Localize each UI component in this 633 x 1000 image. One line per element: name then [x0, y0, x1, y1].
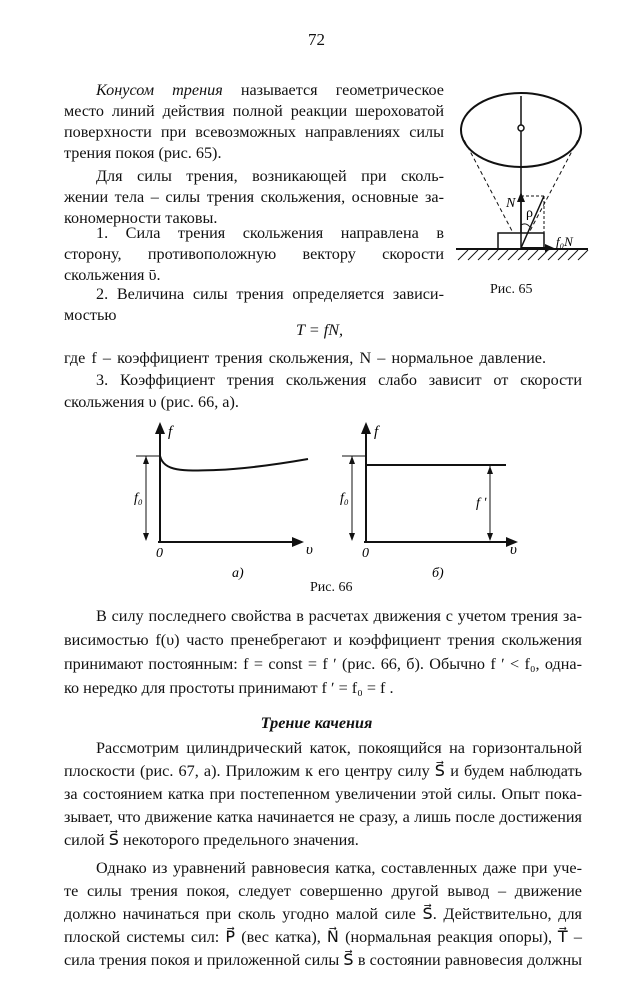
- label-axis-f: f: [168, 424, 173, 440]
- axis-f-arrowhead: [155, 422, 165, 434]
- item3-line1: 3. Коэффициент трения скольжения слабо зависит от скорости: [96, 371, 582, 389]
- para1-line1: Конусом трения называется геометрическое: [96, 81, 444, 99]
- formula: T = fN,: [296, 321, 344, 339]
- where-line: где f – коэффициент трения скольжения, N – нормальное давление.: [64, 349, 546, 367]
- para5-line5: сила трения покоя и приложенной силы S⃗ в состоянии равновесия должны: [64, 951, 582, 969]
- fprime-arrow-down: [487, 533, 493, 541]
- para5-line2: те силы трения покоя, следует совершенно другой вывод – движение: [64, 882, 582, 900]
- item1-line1: 1. Сила трения скольжения направлена в: [96, 224, 444, 242]
- item2-line1: 2. Величина силы трения определяется зависи-: [96, 285, 444, 303]
- figure-66a: [128, 420, 328, 582]
- figure-65: [448, 88, 594, 278]
- f0-arrow-down: [349, 533, 355, 541]
- normal-vector-arrowhead: [517, 192, 525, 202]
- figure-66-caption: Рис. 66: [310, 580, 353, 595]
- label-axis-v: υ: [510, 542, 517, 558]
- section-title: Трение качения: [260, 714, 373, 732]
- para4-line5: силой S⃗ некоторого предельного значения.: [64, 831, 359, 849]
- label-sub-a: а): [232, 566, 244, 581]
- item1-line3: скольжения ῡ.: [64, 266, 161, 284]
- para3-line4: ко нередко для простоты принимают f ʹ = f₀ = f .: [64, 679, 394, 697]
- para4-line4: зывает, что движение катка начинается не сразу, а лишь после достижения: [64, 808, 582, 826]
- para1-line2: место линий действия полной реакции шероховатой: [64, 102, 444, 120]
- f0-arrow-up: [143, 456, 149, 464]
- cone-side-right: [521, 134, 581, 248]
- para1-line4: трения покоя (рис. 65).: [64, 144, 222, 162]
- para2-line2: жении тела – силы трения скольжения, основные за-: [64, 188, 444, 206]
- page-number: 72: [308, 30, 325, 49]
- label-f0n: f₀N: [556, 234, 573, 249]
- label-origin: 0: [156, 546, 163, 561]
- item3-line2: скольжения υ (рис. 66, а).: [64, 393, 239, 411]
- cone-center-dot: [518, 125, 524, 131]
- label-f0: f₀: [134, 491, 143, 506]
- f0-arrow-down: [143, 533, 149, 541]
- item1-line2: сторону, противоположную вектору скорости: [64, 245, 444, 263]
- para5-line3: должно начинаться при сколь угодно малой силе S⃗. Действительно, для: [64, 905, 582, 923]
- curve-f-of-v: [160, 456, 308, 470]
- friction-vector-arrowhead: [545, 244, 554, 252]
- para3-line3: принимают постоянным: f = const = f ʹ (рис. 66, б). Обычно f ʹ < f₀, одна-: [64, 655, 582, 673]
- para3-line1: В силу последнего свойства в расчетах движения с учетом трения за-: [96, 607, 582, 625]
- figure-66b: [338, 420, 538, 582]
- label-sub-b: б): [432, 566, 444, 581]
- para4-line1: Рассмотрим цилиндрический каток, покоящийся на горизонтальной: [96, 739, 582, 757]
- figure-65-caption: Рис. 65: [490, 282, 533, 297]
- label-rho: ρ: [526, 206, 533, 221]
- label-origin: 0: [362, 546, 369, 561]
- para5-line4: плоской системы сил: P⃗ (вес катка), N⃗ (нормальная реакция опоры), T⃗ –: [64, 928, 582, 946]
- para2-line1: Для силы трения, возникающей при сколь-: [96, 167, 444, 185]
- para3-line2: висимостью f(υ) часто пренебрегают и коэффициент трения скольжения: [64, 631, 582, 649]
- label-fprime: f ʹ: [476, 496, 487, 511]
- label-n: N: [506, 196, 516, 211]
- label-axis-v: υ: [306, 542, 313, 558]
- axis-f-arrowhead: [361, 422, 371, 434]
- para2-line3: кономерности таковы.: [64, 209, 218, 227]
- para5-line1: Однако из уравнений равновесия катка, составленных даже при уче-: [96, 859, 582, 877]
- term-friction-cone: Конусом трения: [96, 81, 223, 99]
- f0-arrow-up: [349, 456, 355, 464]
- ground-hatching: [458, 250, 588, 260]
- rho-angle-arc: [521, 224, 530, 227]
- item2-line2: мостью: [64, 306, 117, 324]
- para4-line2: плоскости (рис. 67, а). Приложим к его центру силу S⃗ и будем наблюдать: [64, 762, 582, 780]
- label-axis-f: f: [374, 424, 379, 440]
- para1-line3: поверхности при всевозможных направлениях силы: [64, 123, 444, 141]
- para4-line3: за состоянием катка при постепенном увеличении этой силы. Опыт пока-: [64, 785, 582, 803]
- fprime-arrow-up: [487, 466, 493, 474]
- cone-side-left: [461, 134, 521, 248]
- axis-v-arrowhead: [292, 537, 304, 547]
- label-f0: f₀: [340, 491, 349, 506]
